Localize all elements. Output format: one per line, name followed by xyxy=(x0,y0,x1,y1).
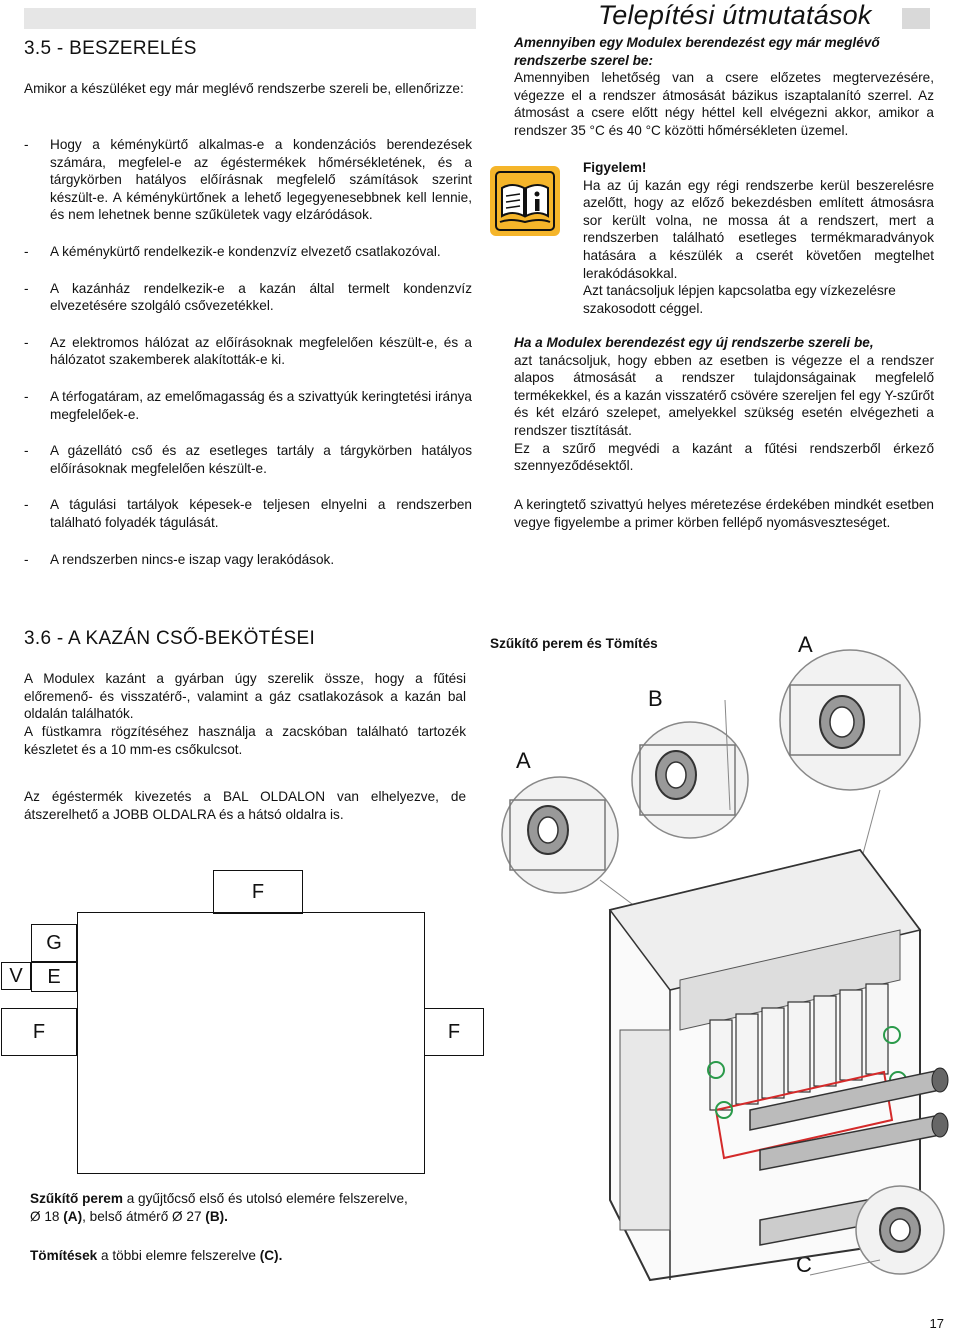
existing-title: Amennyiben egy Modulex berendezést egy már meglévő rendszerbe szerel be: xyxy=(514,35,880,68)
section-36-p2: A füstkamra rögzítéséhez használja a zacskóban található tartozék készletet és a 10 mm-es csőkulcsot. xyxy=(24,724,466,757)
seal-zoom-a-top xyxy=(780,650,920,790)
section-35-intro: Amikor a készüléket egy már meglévő rendszerbe szereli be, ellenőrizze: xyxy=(24,81,464,96)
section-36-p1: A Modulex kazánt a gyárban úgy szerelik össze, hogy a fűtési előremenő- és visszatérő-, valamint a gáz csatlakozások a kazán bal oldalán találhatók. xyxy=(24,671,466,722)
list-item: - A tágulási tartályok képesek-e teljesen elnyelni a rendszerben található folyadék tágulását. xyxy=(24,497,472,530)
figure-label-b: B xyxy=(648,686,663,711)
list-item: - Hogy a kéménykürtő alkalmas-e a kondenzációs berendezések számára, megfelel-e az égéstermékek hőmérsékletének, és a tárgykörben hatályos előírásnak megfelelő számítások szerint készült-e. A kéménykürtőnek a lehető legegyenesebbnek kell lennie, és nem lehetnek benne szűkületek vagy elzáródások. xyxy=(24,137,472,223)
pump-block xyxy=(514,496,934,531)
list-item: - Az elektromos hálózat az előírásoknak megfelelően készült-e, és a hálózatot szakemberek alakították-e ki. xyxy=(24,334,472,368)
diagram-left-flue-box: F xyxy=(1,1008,77,1056)
seal-zoom-c xyxy=(856,1186,944,1274)
section-36-title: 3.6 - A KAZÁN CSŐ-BEKÖTÉSEI xyxy=(24,628,316,649)
header-bar-left xyxy=(24,8,476,29)
diagram-right-flue-box: F xyxy=(424,1008,484,1056)
section-36-p3: Az égéstermék kivezetés a BAL OLDALON van elhelyezve, de átszerelhető a JOBB OLDALRA és a hátsó oldalra is. xyxy=(24,789,466,822)
new-text-2: Ez a szűrő megvédi a kazánt a fűtési rendszerből érkező szennyeződésektől. xyxy=(514,440,934,474)
diagram-boiler-outline xyxy=(77,912,425,1174)
existing-system-block xyxy=(514,34,934,140)
pump-text: A keringtető szivattyú helyes méretezése érdekében mindkét esetben vegye figyelembe a primer körben fellépő nyomásveszteséget. xyxy=(514,497,934,530)
seal-zoom-b xyxy=(632,722,748,838)
diagram-valve-box: V xyxy=(1,962,31,990)
warning-block xyxy=(583,159,934,317)
list-item: - A rendszerben nincs-e iszap vagy lerakódások. xyxy=(24,551,335,567)
manual-info-icon xyxy=(490,166,560,236)
section-35-title: 3.5 - BESZERELÉS xyxy=(24,38,197,59)
warning-text: Ha az új kazán egy régi rendszerbe kerül beszerelésre azelőtt, hogy az előző bekezdésben említett átmosásra sor került volna, ne mossa át a rendszert, mert a rendszerben található esetleges termékmaradványok hatására a készülék a cserét követően megtelhet lerakódásokkal. xyxy=(583,177,934,281)
seal-zoom-a-left xyxy=(502,777,618,893)
diagram-top-flue-box: F xyxy=(213,870,303,914)
diagram-e-box: E xyxy=(31,962,77,992)
page-number: 17 xyxy=(929,1316,944,1331)
diagram-gas-box: G xyxy=(31,924,77,962)
boiler-illustration xyxy=(480,640,950,1300)
figure-label-a-left: A xyxy=(516,748,531,773)
list-item: - A gázellátó cső és az esetleges tartály a tárgykörben hatályos előírásoknak megfelelően készült-e. xyxy=(24,443,472,476)
warning-title: Figyelem! xyxy=(583,160,647,175)
header-bar-right xyxy=(902,8,930,29)
checklist xyxy=(24,136,472,587)
new-text: azt tanácsoljuk, hogy ebben az esetben is végezze el a rendszer alapos átmosását a rendszer tulajdonságainak megfelelő termékekkel, és a kazán visszatérő csövére szereljen fel egy Y-szűrőt és két elzáró szelepet, amelyekkel szükség esetén elvégezheti a rendszer tisztítását. xyxy=(514,352,934,438)
caption-reducer-flange: Szűkítő perem a gyűjtőcső első és utolsó elemére felszerelve, Ø 18 (A), belső átmérő Ø 27 (B). xyxy=(30,1191,408,1224)
list-item: - A kazánház rendelkezik-e a kazán által termelt kondenzvíz elvezetésére szolgáló csővezetékkel. xyxy=(24,280,472,314)
list-item: - A térfogatáram, az emelőmagasság és a szivattyúk keringtetési iránya megfelelőek-e. xyxy=(24,388,472,422)
header-title: Telepítési útmutatások xyxy=(598,0,872,30)
figure-label-a-top: A xyxy=(798,632,813,657)
figure-label-c: C xyxy=(796,1252,812,1277)
figure-title: Szűkítő perem és Tömítés xyxy=(490,636,658,651)
warning-text-2: Azt tanácsoljuk lépjen kapcsolatba egy vízkezelésre szakosodott céggel. xyxy=(583,283,896,316)
existing-text: Amennyiben lehetőség van a csere előzetes megtervezésére, végezze el a rendszer átmosását bázikus iszaptalanító szerrel. Az átmosást a csere előtt négy héttel kell elvégezni akkor, amikor a rendszer 35 °C és 40 °C közötti hőmérsékleten üzemel. xyxy=(514,70,934,138)
caption-gaskets: Tömítések a többi elemre felszerelve (C). xyxy=(30,1248,283,1263)
new-system-block xyxy=(514,334,934,475)
list-item: - A kéménykürtő rendelkezik-e kondenzvíz elvezető csatlakozóval. xyxy=(24,243,441,259)
new-title: Ha a Modulex berendezést egy új rendszerbe szereli be, xyxy=(514,335,874,350)
